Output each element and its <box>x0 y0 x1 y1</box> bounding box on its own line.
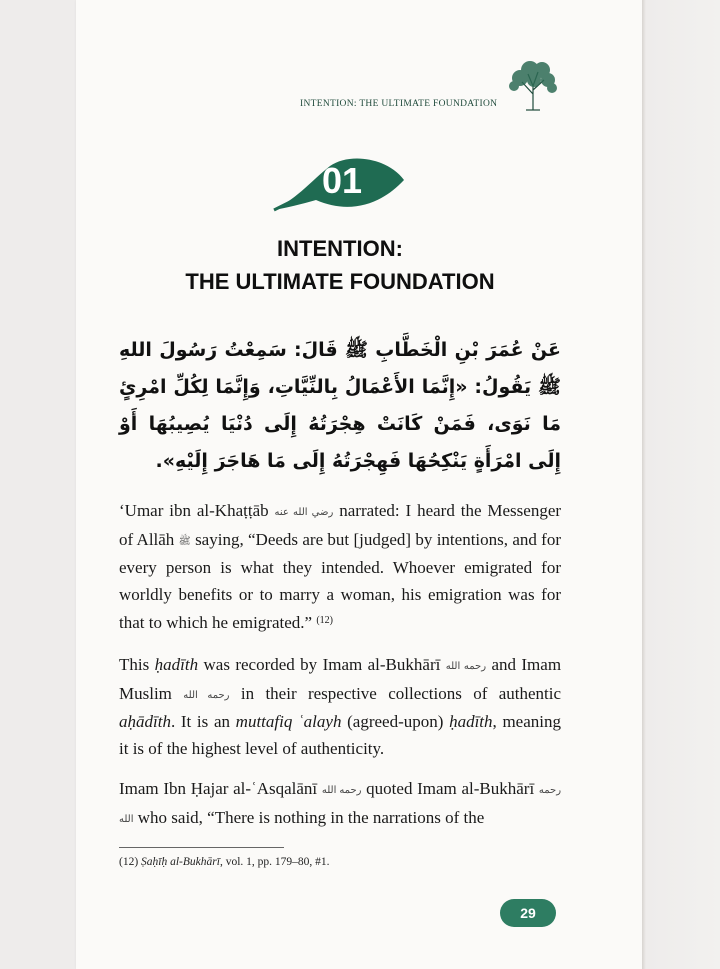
honorific-symbol: ﷺ <box>178 535 191 547</box>
chapter-title-line1: INTENTION: <box>277 236 403 261</box>
text: This <box>119 655 150 674</box>
footnote <box>119 856 561 868</box>
text: Imam Ibn Ḥajar al-ʿAsqalānī <box>119 779 318 798</box>
honorific-symbol: رحمه الله <box>445 661 487 672</box>
honorific-symbol: رحمه الله <box>183 689 230 701</box>
running-header: INTENTION: THE ULTIMATE FOUNDATION <box>300 99 498 109</box>
page-edge <box>642 0 720 969</box>
text: and Imam Muslim <box>119 655 562 703</box>
chapter-number: 01 <box>321 160 363 201</box>
footnote-details: , vol. 1, pp. 179–80, #1. <box>219 856 330 868</box>
paragraph-authenticity <box>119 652 561 762</box>
term-muttafiq: muttafiq ʿalayh <box>235 712 342 731</box>
footnote-ref[interactable]: (12) <box>316 615 333 626</box>
footnote-number: (12) <box>119 856 139 868</box>
text: was recorded by Imam al-Bukhārī <box>203 655 441 674</box>
honorific-symbol: رحمه الله <box>321 785 362 796</box>
translation-text: narrated: I heard the Messenger of Allāh <box>119 501 562 549</box>
footnote-divider <box>119 847 284 848</box>
paragraph-ibn-hajar <box>119 776 561 833</box>
term-ahadith: aḥādīth <box>119 712 171 731</box>
text: . It is an <box>170 712 230 731</box>
footnote-source: Ṣaḥīḥ al-Bukhārī <box>141 856 220 868</box>
chapter-title-line2: THE ULTIMATE FOUNDATION <box>185 269 495 294</box>
hadith-arabic: عَنْ عُمَرَ بْنِ الْخَطَّابِ ﷺ قَالَ: سَمِعْتُ رَسُولَ اللهِ ﷺ يَقُولُ: «إِنَّمَا الأَعْمَالُ بِالنِّيَّاتِ، وَإِنَّمَا لِكُلِّ امْرِئٍ مَا نَوَى، فَمَنْ كَانَتْ هِجْرَتُهُ إِلَى دُنْيَا يُصِيبُهَا أَوْ إِلَى امْرَأَةٍ يَنْكِحُهَا فَهِجْرَتُهُ إِلَى مَا هَاجَرَ إِلَيْهِ». <box>119 339 561 472</box>
page-number: 29 <box>500 899 556 927</box>
translation-text: ‘Umar ibn al-Khaṭṭāb <box>119 501 269 520</box>
term-hadith: ḥadīth <box>449 712 493 731</box>
term-hadith: ḥadīth <box>154 655 199 674</box>
hadith-translation <box>119 498 561 637</box>
text: who said, “There is nothing in the narrations of the <box>137 807 485 827</box>
honorific-symbol: رضي الله عنه <box>274 507 334 518</box>
translation-text: saying, “Deeds are but [judged] by intentions, and for every person is what they intended. Whoever emigrated for worldly benefits or to marry a woman, his emigration was for that to which he emigrated.” <box>119 529 562 632</box>
honorific-symbol: رحمه الله <box>119 785 562 825</box>
text: , meaning it is of the highest level of authenticity. <box>119 712 561 758</box>
text: in their respective collections of authentic <box>240 683 562 703</box>
chapter-title <box>150 232 530 298</box>
text: quoted Imam al-Bukhārī <box>366 779 535 798</box>
text: (agreed-upon) <box>347 712 444 731</box>
tree-icon <box>502 56 564 117</box>
